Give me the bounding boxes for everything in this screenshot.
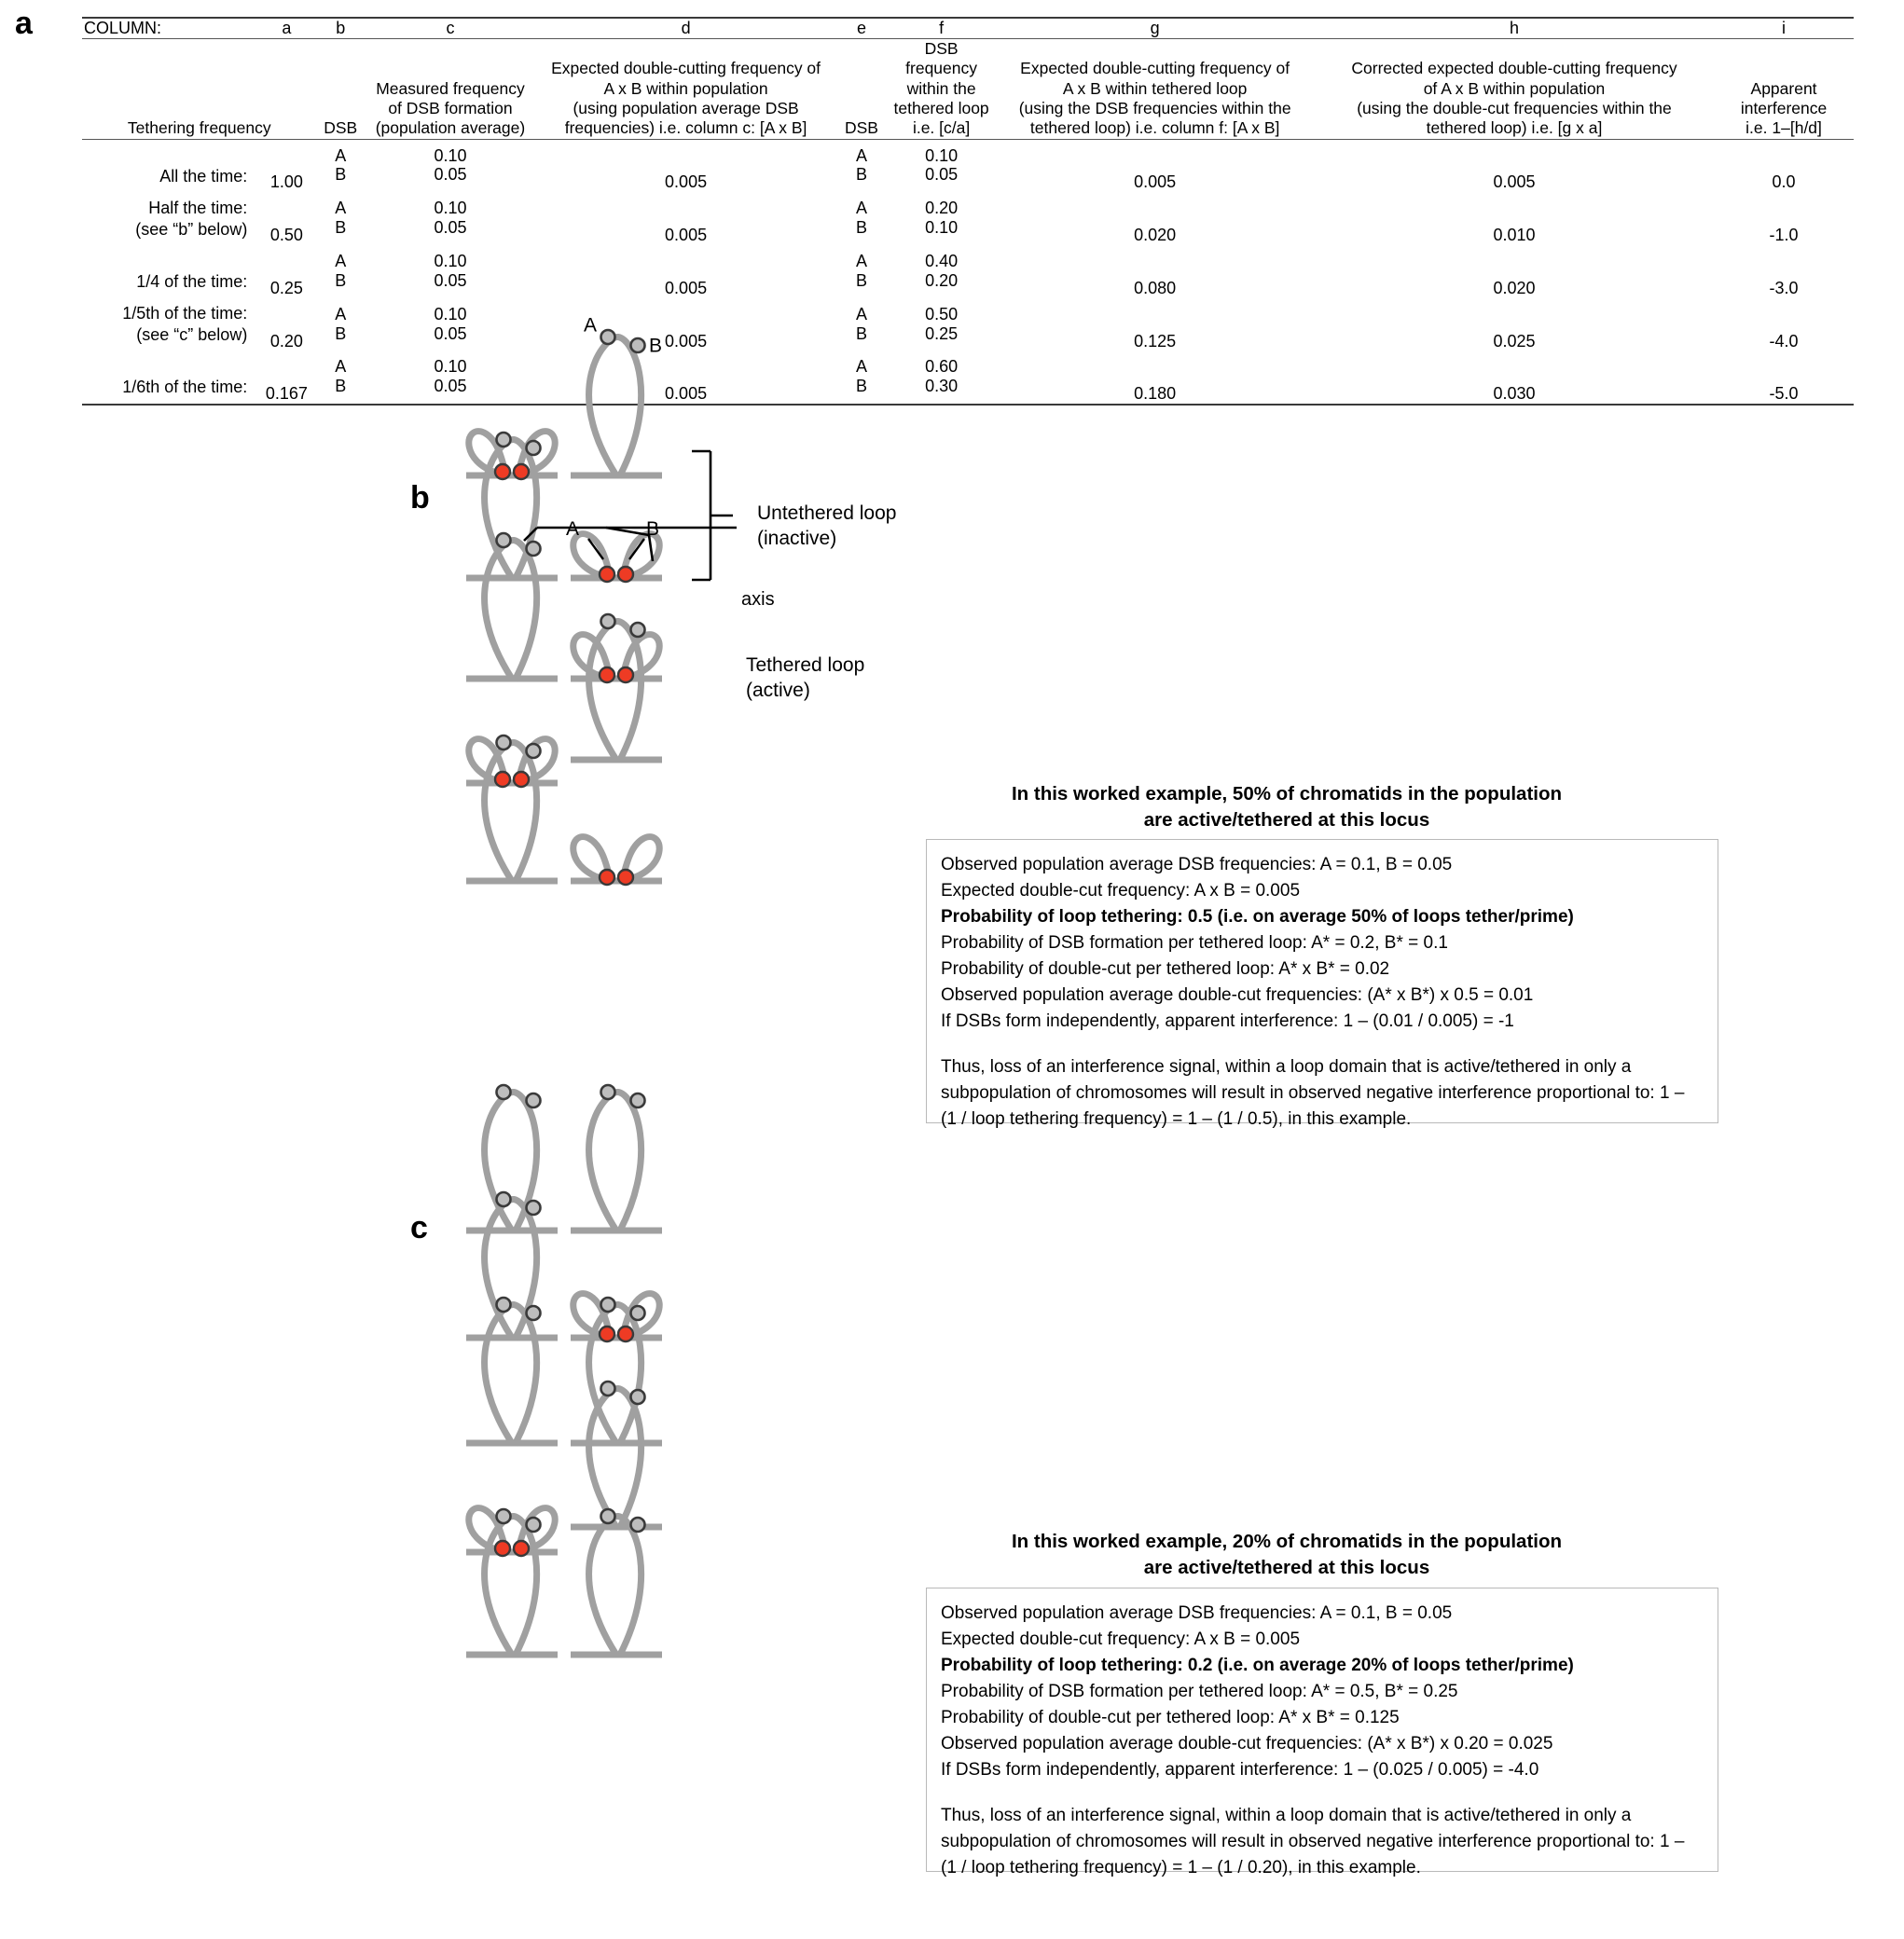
site-b-marker <box>527 1306 541 1320</box>
cell-dsbfreq-a: 0.20 <box>925 199 959 218</box>
untethered-site-b-label: B <box>649 335 663 357</box>
site-a-marker <box>497 433 511 447</box>
cell-dsb2-a: A <box>855 145 867 165</box>
cell-dsb2-b: B <box>855 270 867 290</box>
cell-dsbfreq-b: 0.25 <box>925 323 959 343</box>
header-corrected-expected: Corrected expected double-cutting frequency of A x B within population (using the double-cut frequencies within the tethered loop) i.e. [g x a] <box>1351 59 1677 138</box>
cell-dsb-b: B <box>335 218 347 238</box>
untethered-loop <box>589 1509 645 1655</box>
cell-dsb-b: B <box>335 270 347 290</box>
note-paragraph: Thus, loss of an interference signal, within a loop domain that is active/tethered in only a subpopulation of chromosomes will result in observed negative interference proportional to: 1 – (1 / loop tethering frequency) = 1 – (1 / 0.5), in this example. <box>941 1057 1685 1130</box>
cell-dsb2-a: A <box>855 252 867 271</box>
table-row <box>82 351 1854 377</box>
note-line: Probability of double-cut per tethered loop: A* x B* = 0.02 <box>941 958 1390 979</box>
note-line: Observed population average double-cut frequencies: (A* x B*) x 0.5 = 0.01 <box>941 984 1534 1005</box>
table-row <box>82 139 1854 165</box>
panel-c-note-title: In this worked example, 20% of chromatids in the population are active/tethered at this locus <box>1011 1531 1563 1578</box>
dsb-b-marker <box>618 567 633 582</box>
cell-dsb-a: A <box>335 252 347 271</box>
panel-letter-a: a <box>15 6 33 41</box>
tethered-loop <box>573 534 659 582</box>
loop-path <box>485 540 537 679</box>
note-line: Observed population average DSB frequencies: A = 0.1, B = 0.05 <box>941 855 1453 874</box>
cell-corrected-expected: 0.025 <box>1493 331 1536 351</box>
cell-dsbfreq-a: 0.50 <box>925 304 959 323</box>
cell-expected-population: 0.005 <box>665 278 708 297</box>
header-dsb-freq-tethered: DSB frequency within the tethered loop i.e. [c/a] <box>893 39 989 138</box>
loop-path <box>485 742 537 881</box>
cell-expected-tethered: 0.080 <box>1134 278 1177 297</box>
loop-path <box>589 621 642 760</box>
cell-measured-b: 0.05 <box>365 377 536 405</box>
note-line: Probability of loop tethering: 0.2 (i.e. on average 20% of loops tether/prime) <box>941 1655 1574 1675</box>
cell-measured-a: 0.10 <box>434 199 467 218</box>
header-expected-tethered: Expected double-cutting frequency of A x B within tethered loop (using the DSB frequencies within the tethered loop) i.e. column f: [A x B] <box>1018 59 1291 138</box>
cell-dsb2-a: A <box>855 304 867 323</box>
panel-b-note-box <box>926 839 1718 1130</box>
untethered-loop <box>589 1382 645 1527</box>
header-expected-population: Expected double-cutting frequency of A x B within population (using population average DSB frequencies) i.e. column c: [A x B] <box>551 59 821 138</box>
cell-expected-population: 0.005 <box>665 331 708 351</box>
note-gap <box>941 1034 1704 1054</box>
site-b-marker <box>527 744 541 758</box>
note-line: Expected double-cut frequency: A x B = 0.005 <box>941 880 1301 901</box>
header-tethering-frequency: Tethering frequency <box>127 118 271 138</box>
cell-dsb2-b: B <box>855 218 867 238</box>
column-letter-i: i <box>1782 19 1787 37</box>
panel-c-note-box <box>926 1588 1718 1878</box>
cell-dsbfreq-a: 0.40 <box>925 252 959 271</box>
cell-measured-a: 0.10 <box>434 357 467 377</box>
column-letter-g: g <box>1150 19 1160 37</box>
cell-apparent-interference: -4.0 <box>1769 331 1799 351</box>
dsb-b-marker <box>514 464 529 479</box>
site-a-marker <box>601 330 615 344</box>
table-body <box>82 139 1854 405</box>
untethered-loop <box>485 736 541 881</box>
cell-measured-b: 0.05 <box>434 270 467 290</box>
site-a-marker <box>497 1509 511 1523</box>
note-paragraph: Thus, loss of an interference signal, within a loop domain that is active/tethered in only a subpopulation of chromosomes will result in observed negative interference proportional to: 1 – (1 / loop tethering frequency) = 1 – (1 / 0.20), in this example. <box>941 1806 1685 1878</box>
cell-corrected-expected: 0.030 <box>1315 351 1714 404</box>
note-line: Expected double-cut frequency: A x B = 0.005 <box>941 1629 1301 1649</box>
column-row-label: COLUMN: <box>84 19 162 37</box>
cell-measured-b: 0.05 <box>434 218 467 238</box>
label-axis: axis <box>741 589 775 610</box>
cell-dsb-a: A <box>335 304 347 323</box>
loop-path <box>589 1516 642 1655</box>
site-b-marker <box>631 623 645 637</box>
cell-expected-tethered: 0.180 <box>995 351 1315 404</box>
site-a-marker <box>601 614 615 628</box>
note-line: Observed population average double-cut frequencies: (A* x B*) x 0.20 = 0.025 <box>941 1733 1553 1753</box>
site-a-marker <box>497 533 511 547</box>
note-line: If DSBs form independently, apparent interference: 1 – (0.01 / 0.005) = -1 <box>941 1011 1514 1031</box>
note-line: Probability of double-cut per tethered loop: A* x B* = 0.125 <box>941 1707 1400 1727</box>
cell-dsb2-a: A <box>855 357 867 377</box>
cell-dsbfreq-a: 0.10 <box>925 145 959 165</box>
site-b-marker <box>527 1518 541 1532</box>
site-b-marker <box>631 1093 645 1107</box>
table-row <box>82 192 1854 218</box>
cell-dsbfreq-b: 0.20 <box>925 270 959 290</box>
loop-path <box>589 1304 642 1443</box>
cell-tethering-label: All the time: <box>159 166 248 186</box>
tethered-site-b-label: B <box>646 518 660 540</box>
site-a-marker <box>601 1298 615 1312</box>
cell-tethering-frequency: 0.20 <box>269 331 303 351</box>
cell-apparent-interference: -3.0 <box>1769 278 1799 297</box>
panel-letter-b: b <box>410 480 430 516</box>
site-a-marker <box>497 1192 511 1206</box>
cell-measured-a: 0.10 <box>434 304 467 323</box>
cell-measured-a: 0.10 <box>434 145 467 165</box>
note-line: If DSBs form independently, apparent interference: 1 – (0.025 / 0.005) = -4.0 <box>941 1759 1539 1780</box>
panel-letter-c: c <box>410 1210 428 1245</box>
column-letter-f: f <box>939 19 945 37</box>
dsb-b-marker <box>514 772 529 787</box>
table-row <box>82 245 1854 271</box>
site-b-marker <box>631 1518 645 1532</box>
cell-dsbfreq-b: 0.30 <box>888 377 996 405</box>
dsb-a-marker <box>495 1541 510 1556</box>
untethered-loop <box>485 1509 541 1655</box>
note-line: Probability of DSB formation per tethered loop: A* = 0.5, B* = 0.25 <box>941 1681 1458 1701</box>
untethered-loop <box>485 533 541 679</box>
dsb-a-marker <box>600 567 614 582</box>
table-header-row <box>82 39 1854 140</box>
column-letter-h: h <box>1509 19 1519 37</box>
cell-dsbfreq-a: 0.60 <box>925 357 959 377</box>
cell-tethering-label: Half the time: (see “b” below) <box>135 199 248 239</box>
header-apparent-interference: Apparent interference i.e. 1–[h/d] <box>1740 78 1828 138</box>
cell-dsb2-a: A <box>855 199 867 218</box>
site-b-marker <box>527 1093 541 1107</box>
panel-b-note-title: In this worked example, 50% of chromatids in the population are active/tethered at this locus <box>1011 783 1563 831</box>
panel-a-table-wrap <box>82 17 1854 406</box>
site-a-marker <box>497 736 511 749</box>
header-dsb-1: DSB <box>324 118 358 138</box>
label-untethered-loop: Untethered loop (inactive) <box>757 502 897 550</box>
cell-dsbfreq-b: 0.10 <box>925 218 959 238</box>
untethered-loop <box>589 614 645 760</box>
tethered-site-a-label: A <box>566 518 580 540</box>
cell-expected-population: 0.005 <box>665 172 708 192</box>
cell-dsb2-b: B <box>855 165 867 185</box>
label-tethered-loop: Tethered loop (active) <box>746 654 865 702</box>
site-b-marker <box>631 1306 645 1320</box>
column-letter-d: d <box>681 19 691 37</box>
table-column-letter-row <box>82 18 1854 39</box>
dsb-a-marker <box>600 870 614 885</box>
cell-dsb2-b: B <box>855 323 867 343</box>
cell-apparent-interference: 0.0 <box>1772 172 1796 192</box>
cell-expected-tethered: 0.020 <box>1134 226 1177 245</box>
column-letter-e: e <box>856 19 866 37</box>
cell-dsb-b: B <box>335 165 347 185</box>
site-a-marker <box>601 1509 615 1523</box>
cell-tethering-frequency: 1.00 <box>269 172 303 192</box>
cell-corrected-expected: 0.010 <box>1493 226 1536 245</box>
panel-c-loop-diagram <box>466 1231 988 1939</box>
cell-measured-a: 0.10 <box>434 252 467 271</box>
cell-expected-tethered: 0.005 <box>1134 172 1177 192</box>
untethered-site-a-label: A <box>584 314 598 337</box>
cell-expected-population: 0.005 <box>665 226 708 245</box>
dsb-a-marker <box>495 772 510 787</box>
untethered-loop <box>485 1298 541 1443</box>
cell-dsb-b: B <box>317 377 365 405</box>
dsb-a-marker <box>495 464 510 479</box>
dsb-b-marker <box>514 1541 529 1556</box>
tethered-loop <box>469 739 555 787</box>
loop-path <box>589 1388 642 1527</box>
site-a-marker <box>497 1085 511 1099</box>
site-b-marker <box>631 338 645 352</box>
cell-tethering-label: 1/5th of the time: (see “c” below) <box>122 304 248 344</box>
cell-dsb-a: A <box>335 357 347 377</box>
cell-corrected-expected: 0.020 <box>1493 278 1536 297</box>
site-b-marker <box>527 441 541 455</box>
tethered-loop <box>573 1294 659 1341</box>
note-line: Observed population average DSB frequencies: A = 0.1, B = 0.05 <box>941 1603 1453 1623</box>
column-letter-a: a <box>282 19 292 37</box>
site-a-marker <box>497 1298 511 1312</box>
note-line: Probability of DSB formation per tethered loop: A* = 0.2, B* = 0.1 <box>941 932 1448 953</box>
cell-dsbfreq-b: 0.05 <box>925 165 959 185</box>
loop-path <box>485 1516 537 1655</box>
site-b-marker <box>631 1390 645 1404</box>
site-a-marker <box>601 1382 615 1396</box>
cell-dsb-a: A <box>335 199 347 218</box>
cell-dsb-b: B <box>335 323 347 343</box>
loop-path <box>485 1304 537 1443</box>
note-line: Probability of loop tethering: 0.5 (i.e. on average 50% of loops tether/prime) <box>941 906 1574 927</box>
cell-tethering-frequency: 0.25 <box>269 278 303 297</box>
cell-dsb2-b: B <box>835 377 888 405</box>
site-b-marker <box>527 542 541 556</box>
cell-corrected-expected: 0.005 <box>1493 172 1536 192</box>
dsb-a-marker <box>600 667 614 682</box>
cell-expected-tethered: 0.125 <box>1134 331 1177 351</box>
site-b-marker <box>527 1201 541 1215</box>
cell-tethering-frequency: 0.167 <box>256 351 316 404</box>
header-dsb-2: DSB <box>844 118 878 138</box>
cell-apparent-interference: -1.0 <box>1769 226 1799 245</box>
dsb-b-marker <box>618 667 633 682</box>
cell-measured-b: 0.05 <box>434 165 467 185</box>
cell-tethering-frequency: 0.50 <box>269 226 303 245</box>
table-row <box>82 297 1854 323</box>
column-letter-b: b <box>336 19 346 37</box>
header-measured-frequency: Measured frequency of DSB formation (population average) <box>375 78 526 138</box>
dsb-b-marker <box>618 1327 633 1341</box>
cell-measured-b: 0.05 <box>434 323 467 343</box>
site-a-marker <box>601 1085 615 1099</box>
dsb-b-marker <box>618 870 633 885</box>
cell-dsb-a: A <box>335 145 347 165</box>
column-letter-c: c <box>446 19 455 37</box>
cell-apparent-interference: -5.0 <box>1714 351 1854 404</box>
cell-expected-population: 0.005 <box>536 351 835 404</box>
note-gap <box>941 1782 1704 1803</box>
cell-tethering-label: 1/6th of the time: <box>82 351 256 404</box>
dsb-a-marker <box>600 1327 614 1341</box>
worked-example-table <box>82 17 1854 406</box>
cell-tethering-label: 1/4 of the time: <box>136 271 248 291</box>
tethered-loop <box>573 837 659 885</box>
